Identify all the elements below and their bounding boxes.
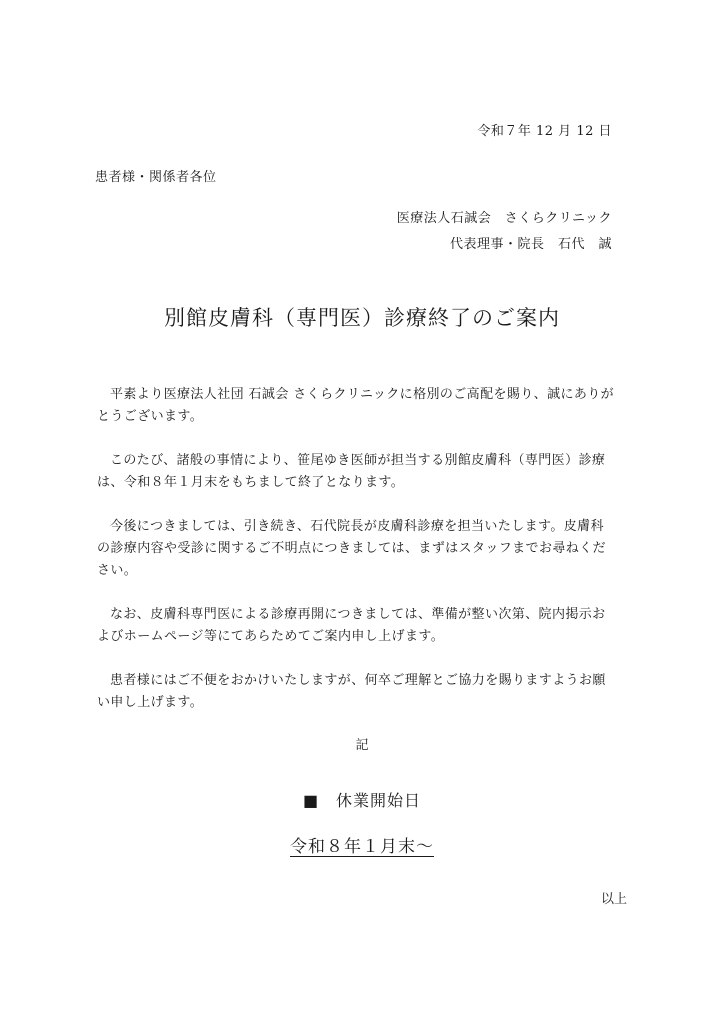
document-date: 令和７年 12 月 12 日 bbox=[477, 124, 612, 139]
closure-start-date bbox=[0, 832, 724, 857]
body-paragraph: 平素より医療法人社団 石誠会 さくらクリニックに格別のご高配を賜り、誠にありがとうございます。 bbox=[97, 387, 615, 424]
sender-block bbox=[397, 206, 612, 258]
closure-start-date-text: 令和８年１月末〜 bbox=[290, 837, 434, 857]
sender-representative: 代表理事・院長 石代 誠 bbox=[449, 237, 612, 252]
body-text bbox=[97, 384, 617, 736]
body-paragraph: なお、皮膚科専門医による診療再開につきましては、準備が整い次第、院内掲示およびホームページ等にてあらためてご案内申し上げます。 bbox=[97, 607, 606, 644]
body-paragraph: 今後につきましては、引き続き、石代院長が皮膚科診療を担当いたします。皮膚科の診療内容や受診に関するご不明点につきましては、まずはスタッフまでお尋ねください。 bbox=[97, 519, 606, 578]
recipient-line: 患者様・関係者各位 bbox=[95, 170, 217, 185]
sender-organization: 医療法人石誠会 さくらクリニック bbox=[396, 211, 612, 226]
closure-start-label: ■ 休業開始日 bbox=[302, 791, 422, 810]
body-paragraph: このたび、諸般の事情により、笹尾ゆき医師が担当する別館皮膚科（専門医）診療は、令和８年１月末をもちまして終了となります。 bbox=[97, 453, 606, 490]
document-title: 別館皮膚科（専門医）診療終了のご案内 bbox=[164, 306, 560, 330]
ijo-closing: 以上 bbox=[600, 892, 627, 907]
body-paragraph: 患者様にはご不便をおかけいたしますが、何卒ご理解とご協力を賜りますようお願い申し上げます。 bbox=[97, 673, 606, 710]
ki-marker: 記 bbox=[355, 738, 369, 753]
